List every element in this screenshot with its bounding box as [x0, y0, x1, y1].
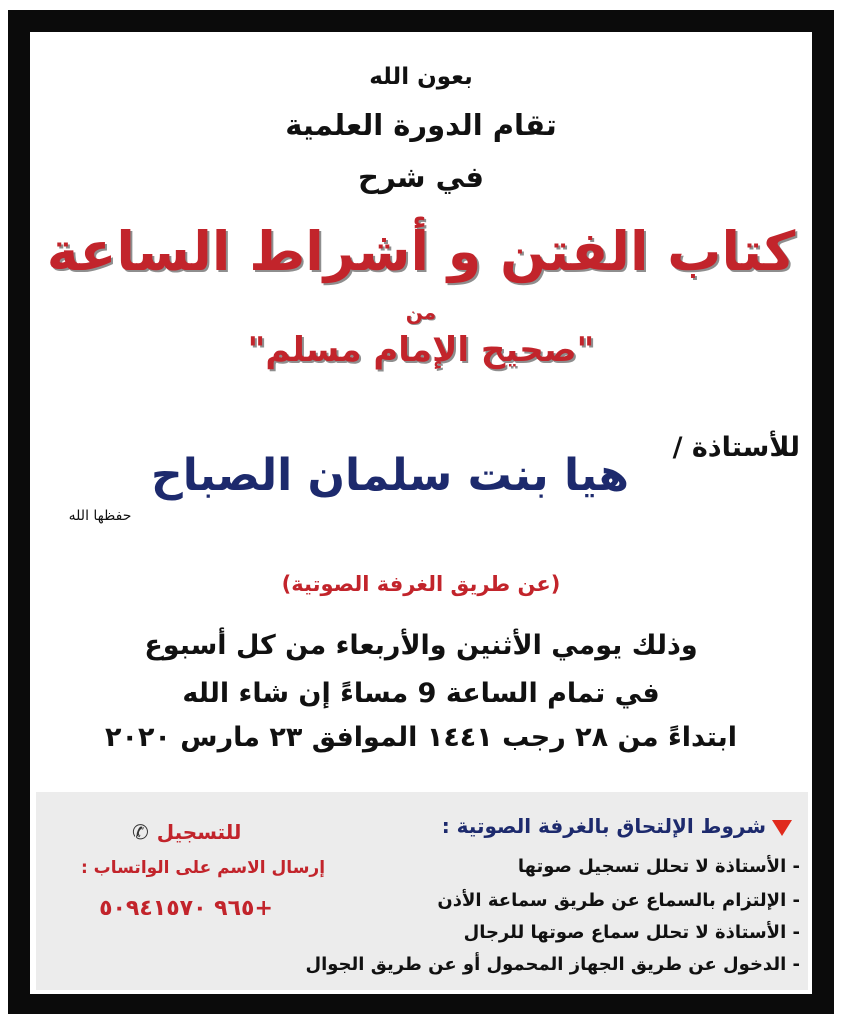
- course-announcement: تقام الدورة العلمية: [285, 108, 557, 142]
- book-title: كتاب الفتن و أشراط الساعة: [46, 220, 796, 283]
- whatsapp-instruction: إرسال الاسم على الواتساب :: [80, 858, 326, 878]
- condition-item: - الإلتزام بالسماع عن طريق سماعة الأذن: [437, 890, 800, 911]
- phone-number[interactable]: +٩٦٥ ٥٠٩٤١٥٧٠: [99, 896, 273, 921]
- from-label: من: [405, 300, 437, 324]
- condition-item: - الأستاذة لا تحلل سماع صوتها للرجال: [463, 922, 800, 943]
- registration-heading: [132, 820, 241, 844]
- delivery-method: (عن طريق الغرفة الصوتية): [281, 572, 561, 596]
- condition-item: - الدخول عن طريق الجهاز المحمول أو عن طريق الجوال: [305, 954, 800, 975]
- teacher-honorific: حفظها الله: [68, 508, 132, 524]
- condition-item: - الأستاذة لا تحلل تسجيل صوتها: [517, 856, 800, 877]
- registration-label: للتسجيل: [156, 820, 242, 844]
- schedule-time: في تمام الساعة 9 مساءً إن شاء الله: [182, 678, 660, 709]
- source-book: "صحيح الإمام مسلم": [247, 330, 595, 370]
- phone-icon: ✆: [132, 820, 149, 844]
- schedule-start: ابتداءً من ٢٨ رجب ١٤٤١ الموافق ٢٣ مارس ٢٠٢٠: [104, 722, 738, 753]
- conditions-heading: [442, 814, 792, 838]
- poster: [30, 32, 812, 994]
- teacher-prefix: للأستاذة /: [672, 432, 800, 463]
- opening-line: بعون الله: [369, 64, 473, 90]
- explanation-line: في شرح: [358, 160, 484, 194]
- poster-frame: [8, 10, 834, 1014]
- schedule-days: وذلك يومي الأثنين والأربعاء من كل أسبوع: [144, 630, 698, 661]
- teacher-name: هيا بنت سلمان الصباح: [151, 450, 629, 501]
- conditions-title: شروط الإلتحاق بالغرفة الصوتية :: [441, 814, 766, 838]
- info-panel: [36, 792, 808, 990]
- red-triangle-icon: [772, 820, 792, 836]
